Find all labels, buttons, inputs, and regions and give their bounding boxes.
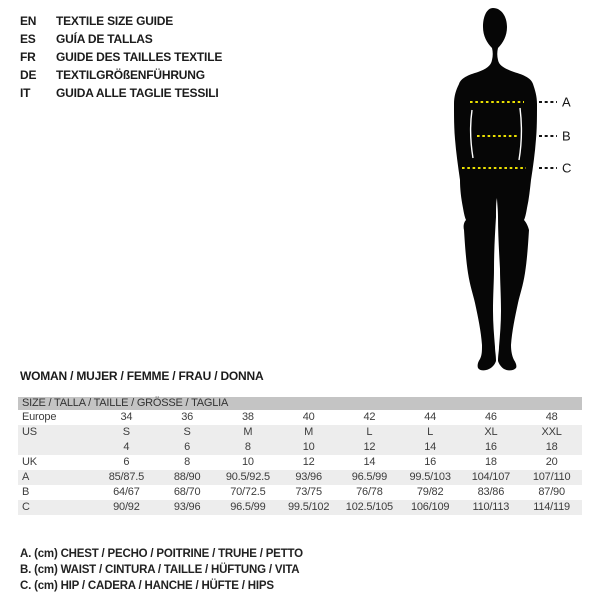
size-cell: 6 <box>184 441 191 453</box>
language-title: TEXTILGRÖßENFÜHRUNG <box>56 68 205 82</box>
size-cell: 107/110 <box>532 471 571 483</box>
size-cell: S <box>183 426 191 438</box>
size-row-waist-b <box>18 485 582 500</box>
size-cell: 4 <box>123 441 130 453</box>
size-cell: 16 <box>484 441 497 453</box>
language-title: GUIDA ALLE TAGLIE TESSILI <box>56 86 219 100</box>
measurement-legend-hip: C. (cm) HIP / CADERA / HANCHE / HÜFTE / HIPS <box>20 580 274 592</box>
size-cell: 99.5/102 <box>288 501 330 513</box>
size-cell: 48 <box>545 411 558 423</box>
language-code: ES <box>20 32 36 46</box>
marker-label-b: B <box>562 128 571 144</box>
size-cell: 88/90 <box>173 471 201 483</box>
marker-label-c: C <box>562 160 572 176</box>
size-cell: XXL <box>541 426 562 438</box>
size-cell: 76/78 <box>356 486 383 498</box>
size-cell: 96.5/99 <box>351 471 388 483</box>
size-cell: 34 <box>120 411 133 423</box>
size-cell: 83/86 <box>477 486 505 498</box>
size-cell: 6 <box>123 456 130 468</box>
size-cell: 99.5/103 <box>409 471 451 483</box>
size-cell: 90.5/92.5 <box>225 471 270 483</box>
size-cell: 16 <box>424 456 437 468</box>
language-row <box>20 84 222 102</box>
size-row-label: Europe <box>22 411 57 423</box>
size-row-label: US <box>22 426 37 438</box>
size-row-label <box>18 440 96 455</box>
language-title: GUIDE DES TAILLES TEXTILE <box>56 50 223 64</box>
language-row <box>20 66 222 84</box>
size-row-label: UK <box>22 456 37 468</box>
size-cell: 38 <box>241 411 254 423</box>
size-cell: 10 <box>302 441 315 453</box>
size-cell: 73/75 <box>295 486 322 498</box>
measurement-legend-waist: B. (cm) WAIST / CINTURA / TAILLE / HÜFTUNG / VITA <box>20 564 300 576</box>
size-table <box>18 397 582 515</box>
size-cell: S <box>122 426 130 438</box>
language-code: IT <box>20 86 31 100</box>
size-row-us-numbers <box>18 440 582 455</box>
size-cell: 20 <box>545 456 558 468</box>
measurement-legend <box>20 546 303 594</box>
female-silhouette <box>454 8 537 370</box>
size-cell: M <box>243 426 253 438</box>
size-cell: 93/96 <box>173 501 201 513</box>
language-row <box>20 48 222 66</box>
language-code: EN <box>20 14 37 28</box>
size-cell: 87/90 <box>538 486 565 498</box>
size-cell: XL <box>484 426 498 438</box>
marker-label-a: A <box>562 94 571 110</box>
size-cell: 110/113 <box>472 501 510 513</box>
measurement-legend-chest: A. (cm) CHEST / PECHO / POITRINE / TRUHE / PETTO <box>20 548 303 560</box>
size-cell: 68/70 <box>173 486 201 498</box>
language-title-list <box>20 12 222 102</box>
size-cell: 79/82 <box>416 486 444 498</box>
language-row <box>20 12 222 30</box>
audience-heading: WOMAN / MUJER / FEMME / FRAU / DONNA <box>20 369 264 383</box>
size-cell: 14 <box>424 441 437 453</box>
size-row-us-letters <box>18 425 582 440</box>
size-cell: L <box>427 426 434 438</box>
size-cell: 10 <box>241 456 254 468</box>
size-row-label: A <box>22 471 30 483</box>
size-cell: 8 <box>184 456 191 468</box>
size-row-chest-a <box>18 470 582 485</box>
size-cell: L <box>366 426 373 438</box>
size-cell: 18 <box>484 456 497 468</box>
size-cell: 70/72.5 <box>230 486 266 498</box>
size-table-header: SIZE / TALLA / TAILLE / GRÖSSE / TAGLIA <box>18 397 582 410</box>
size-cell: 64/67 <box>113 486 140 498</box>
size-cell: 8 <box>244 441 251 453</box>
size-cell: 12 <box>363 441 376 453</box>
size-cell: 104/107 <box>471 471 511 483</box>
size-row-uk <box>18 455 582 470</box>
language-title: TEXTILE SIZE GUIDE <box>56 14 174 28</box>
female-silhouette-figure <box>444 6 600 372</box>
size-cell: 44 <box>424 411 437 423</box>
size-cell: 114/119 <box>533 501 570 513</box>
size-cell: 102.5/105 <box>345 501 393 513</box>
size-cell: 36 <box>181 411 194 423</box>
size-cell: 12 <box>302 456 315 468</box>
size-cell: 90/92 <box>113 501 140 513</box>
language-row <box>20 30 222 48</box>
size-cell: 40 <box>302 411 315 423</box>
language-code: DE <box>20 68 37 82</box>
size-cell: 42 <box>363 411 376 423</box>
size-cell: 85/87.5 <box>108 471 145 483</box>
size-cell: 93/96 <box>295 471 322 483</box>
language-code: FR <box>20 50 36 64</box>
size-cell: 46 <box>484 411 497 423</box>
size-cell: 106/109 <box>410 501 450 513</box>
size-cell: 18 <box>545 441 558 453</box>
size-row-europe <box>18 410 582 425</box>
size-cell: 14 <box>363 456 376 468</box>
size-cell: 96.5/99 <box>230 501 266 513</box>
size-row-hip-c <box>18 500 582 515</box>
size-row-label: B <box>22 486 30 498</box>
size-row-label: C <box>22 501 30 513</box>
size-cell: M <box>304 426 314 438</box>
language-title: GUÍA DE TALLAS <box>56 32 153 46</box>
